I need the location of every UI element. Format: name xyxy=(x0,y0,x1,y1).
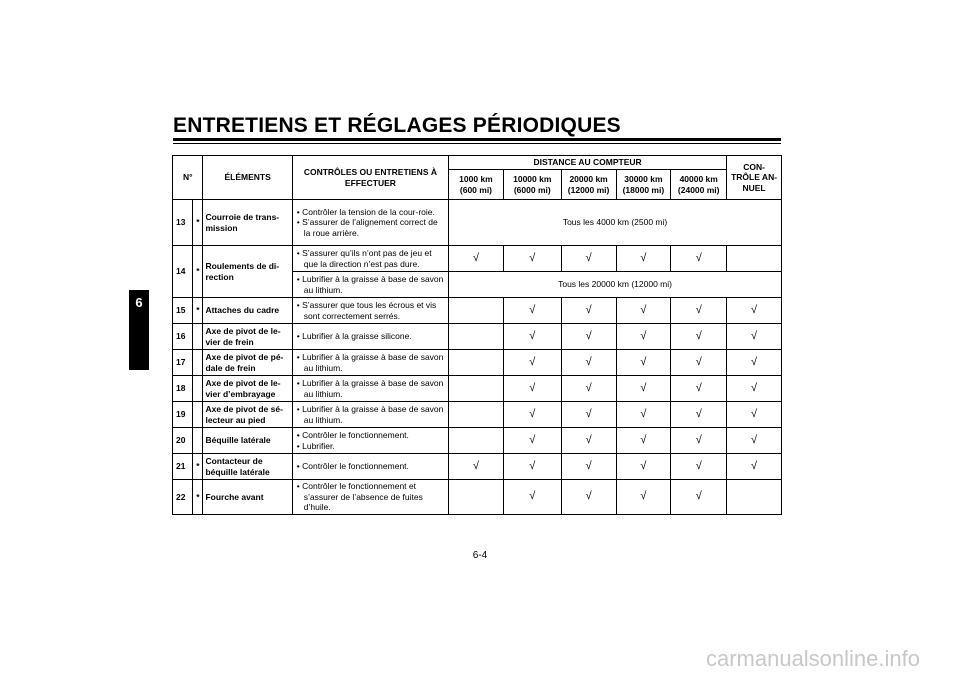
header-km-20000: 20000 km (12000 mi) xyxy=(561,170,616,200)
row-controls xyxy=(292,246,448,272)
check-cell: √ xyxy=(727,350,782,376)
row-controls xyxy=(292,324,448,350)
check-cell: √ xyxy=(503,428,561,454)
check-cell: √ xyxy=(616,324,671,350)
check-cell: √ xyxy=(671,480,727,515)
row-number: 16 xyxy=(173,324,193,350)
table-row xyxy=(173,298,782,324)
row-asterisk xyxy=(193,324,203,350)
check-cell: √ xyxy=(671,454,727,480)
check-cell: √ xyxy=(671,350,727,376)
check-cell: √ xyxy=(727,402,782,428)
row-asterisk xyxy=(193,350,203,376)
row-number: 18 xyxy=(173,376,193,402)
check-cell: √ xyxy=(616,350,671,376)
control-item: • S’assurer de l’alignement correct de la roue arrière. xyxy=(296,217,438,238)
table-row xyxy=(173,376,782,402)
check-cell xyxy=(449,298,504,324)
check-cell: √ xyxy=(671,376,727,402)
table-row xyxy=(173,324,782,350)
check-cell xyxy=(727,246,782,272)
header-km-10000: 10000 km (6000 mi) xyxy=(503,170,561,200)
check-cell: √ xyxy=(503,298,561,324)
header-no: N° xyxy=(173,156,203,200)
control-item: • Contrôler le fonctionnement. xyxy=(296,429,409,440)
table-row xyxy=(173,428,782,454)
chapter-number: 6 xyxy=(135,295,143,310)
row-element: Axe de pivot de pé-dale de frein xyxy=(203,350,292,376)
check-cell: √ xyxy=(671,428,727,454)
check-cell: √ xyxy=(616,454,671,480)
check-cell xyxy=(727,480,782,515)
row-controls xyxy=(292,376,448,402)
check-cell xyxy=(449,402,504,428)
row-element: Axe de pivot de sé-lecteur au pied xyxy=(203,402,292,428)
row-controls xyxy=(292,350,448,376)
check-cell: √ xyxy=(616,428,671,454)
row-asterisk: * xyxy=(193,454,203,480)
check-cell: √ xyxy=(616,402,671,428)
check-cell: √ xyxy=(727,298,782,324)
interval-span: Tous les 4000 km (2500 mi) xyxy=(449,200,782,246)
header-distance: DISTANCE AU COMPTEUR xyxy=(449,156,727,170)
row-element: Fourche avant xyxy=(203,480,292,515)
row-controls xyxy=(292,200,448,246)
check-cell: √ xyxy=(671,298,727,324)
row-element: Axe de pivot de le-vier d’embrayage xyxy=(203,376,292,402)
check-cell: √ xyxy=(671,324,727,350)
page-number: 6-4 xyxy=(472,550,488,561)
row-element: Roulements de di-rection xyxy=(203,246,292,298)
row-asterisk xyxy=(193,402,203,428)
row-number: 19 xyxy=(173,402,193,428)
check-cell: √ xyxy=(561,376,616,402)
check-cell: √ xyxy=(561,350,616,376)
control-item: • S’assurer que tous les écrous et vis sont correctement serrés. xyxy=(296,299,437,321)
check-cell: √ xyxy=(727,454,782,480)
row-controls xyxy=(292,402,448,428)
table-body xyxy=(173,200,782,515)
check-cell: √ xyxy=(561,298,616,324)
check-cell: √ xyxy=(671,246,727,272)
row-asterisk: * xyxy=(193,246,203,298)
check-cell: √ xyxy=(561,324,616,350)
header-km-30000: 30000 km (18000 mi) xyxy=(616,170,671,200)
check-cell xyxy=(449,428,504,454)
table-row xyxy=(173,480,782,515)
row-asterisk: * xyxy=(193,298,203,324)
control-item: • Contrôler le fonctionnement. xyxy=(296,461,409,472)
header-annual: CON-TRÔLE AN-NUEL xyxy=(727,156,782,200)
row-number: 14 xyxy=(173,246,193,298)
table-row xyxy=(173,200,782,246)
control-item: • Lubrifier à la graisse à base de savon au lithium. xyxy=(296,403,444,425)
header-controls: CONTRÔLES OU ENTRETIENS À EFFECTUER xyxy=(292,156,448,200)
control-item: • Lubrifier à la graisse à base de savon au lithium. xyxy=(296,377,444,399)
control-item: • Lubrifier à la graisse à base de savon au lithium. xyxy=(296,273,444,295)
check-cell: √ xyxy=(727,428,782,454)
check-cell: √ xyxy=(503,350,561,376)
table-row xyxy=(173,350,782,376)
page-title: ENTRETIENS ET RÉGLAGES PÉRIODIQUES xyxy=(173,114,621,137)
row-controls xyxy=(292,298,448,324)
check-cell: √ xyxy=(503,402,561,428)
title-rule xyxy=(173,138,781,141)
row-number: 22 xyxy=(173,480,193,515)
row-element: Béquille latérale xyxy=(203,428,292,454)
check-cell: √ xyxy=(503,480,561,515)
header-km-1000: 1000 km (600 mi) xyxy=(449,170,504,200)
header-km-40000: 40000 km (24000 mi) xyxy=(671,170,727,200)
control-item: • Contrôler la tension de la cour-roie. xyxy=(296,206,435,217)
check-cell: √ xyxy=(561,402,616,428)
check-cell: √ xyxy=(616,298,671,324)
header-elements: ÉLÉMENTS xyxy=(203,156,292,200)
check-cell: √ xyxy=(561,454,616,480)
control-item: • Contrôler le fonctionnement et s’assurer de l’absence de fuites d’huile. xyxy=(296,481,423,513)
check-cell xyxy=(449,324,504,350)
row-number: 17 xyxy=(173,350,193,376)
check-cell: √ xyxy=(616,376,671,402)
row-number: 20 xyxy=(173,428,193,454)
row-asterisk xyxy=(193,428,203,454)
row-number: 21 xyxy=(173,454,193,480)
check-cell: √ xyxy=(561,428,616,454)
interval-span: Tous les 20000 km (12000 mi) xyxy=(449,272,782,298)
chapter-tab xyxy=(129,290,149,370)
row-number: 15 xyxy=(173,298,193,324)
row-asterisk: * xyxy=(193,200,203,246)
check-cell: √ xyxy=(503,454,561,480)
watermark: carmanualsonline.info xyxy=(705,646,920,671)
check-cell: √ xyxy=(449,454,504,480)
check-cell: √ xyxy=(616,246,671,272)
control-item: • Lubrifier. xyxy=(296,440,335,451)
check-cell xyxy=(449,480,504,515)
row-controls xyxy=(292,454,448,480)
row-element: Attaches du cadre xyxy=(203,298,292,324)
table-row xyxy=(173,246,782,272)
title-rule-thin xyxy=(173,143,781,144)
maintenance-table xyxy=(172,155,782,515)
control-item: • S’assurer qu’ils n’ont pas de jeu et que la direction n’est pas dure. xyxy=(296,247,432,269)
check-cell: √ xyxy=(616,480,671,515)
check-cell: √ xyxy=(449,246,504,272)
control-item: • Lubrifier à la graisse silicone. xyxy=(296,331,412,342)
check-cell: √ xyxy=(671,402,727,428)
check-cell: √ xyxy=(561,246,616,272)
check-cell: √ xyxy=(561,480,616,515)
row-controls xyxy=(292,480,448,515)
table-row xyxy=(173,454,782,480)
control-item: • Lubrifier à la graisse à base de savon au lithium. xyxy=(296,351,444,373)
check-cell xyxy=(449,350,504,376)
row-controls xyxy=(292,272,448,298)
row-element: Courroie de trans-mission xyxy=(203,200,292,246)
row-controls xyxy=(292,428,448,454)
check-cell: √ xyxy=(503,246,561,272)
check-cell: √ xyxy=(503,324,561,350)
row-element: Axe de pivot de le-vier de frein xyxy=(203,324,292,350)
check-cell: √ xyxy=(727,324,782,350)
check-cell xyxy=(449,376,504,402)
check-cell: √ xyxy=(503,376,561,402)
row-number: 13 xyxy=(173,200,193,246)
row-element: Contacteur de béquille latérale xyxy=(203,454,292,480)
check-cell: √ xyxy=(727,376,782,402)
row-asterisk xyxy=(193,376,203,402)
table-row xyxy=(173,402,782,428)
row-asterisk: * xyxy=(193,480,203,515)
